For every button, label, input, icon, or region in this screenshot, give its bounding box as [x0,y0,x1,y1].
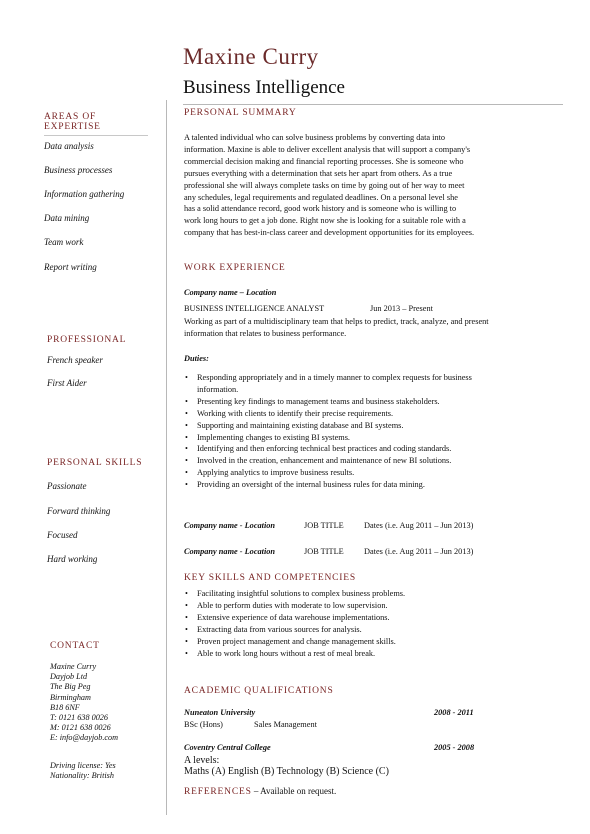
contact-company: Dayjob Ltd [50,672,88,682]
duty-item: • Responding appropriately and in a timely manner to complex requests for business information. [184,372,584,396]
key-skills-list [184,588,584,659]
contact-email[interactable]: E: info@dayjob.com [50,733,119,743]
driving-license: Driving license: Yes [50,761,116,770]
school-years: 2008 - 2011 [434,708,474,717]
duty-item: • Identifying and then enforcing technical best practices and coding standards. [184,443,584,455]
previous-company: Company name - Location [184,547,276,556]
key-skill-item: • Extracting data from various sources for analysis. [184,624,584,636]
skill-item: Forward thinking [47,506,111,516]
professional-item: French speaker [47,355,103,365]
candidate-role: Business Intelligence [183,77,345,98]
previous-job-dates: Dates (i.e. Aug 2011 – Jun 2013) [364,547,474,556]
summary-line: work long hours to get a job done. Right now she is looking for a suitable role with a [184,216,466,226]
duty-item: • Supporting and maintaining existing database and BI systems. [184,420,584,432]
description-line: information that relates to business performance. [184,328,347,338]
professional-item: First Aider [47,378,87,388]
previous-company: Company name - Location [184,521,276,530]
contact-mobile: M: 0121 638 0026 [50,723,111,733]
duty-item: • Implementing changes to existing BI systems. [184,432,584,444]
current-job-dates: Jun 2013 – Present [370,304,433,313]
header-divider [183,104,563,105]
column-divider [166,100,167,815]
contact-heading: CONTACT [50,641,100,651]
summary-line: has a solid attendance record, good work history and is someone who is willing to [184,204,457,214]
candidate-name: Maxine Curry [183,44,319,69]
duties-label: Duties: [184,354,209,363]
expertise-item: Information gathering [44,189,125,199]
key-skill-item: • Facilitating insightful solutions to complex business problems. [184,588,584,600]
previous-job-title: JOB TITLE [304,521,344,530]
personal-summary-heading: PERSONAL SUMMARY [184,108,297,118]
contact-address: The Big Peg [50,682,91,692]
expertise-item: Data analysis [44,141,94,151]
personal-skills-heading: PERSONAL SKILLS [47,458,143,468]
summary-line: professional she will always complete tasks on time by going out of her way to meet [184,180,465,190]
duties-list [184,372,584,491]
nationality: Nationality: British [50,771,114,781]
duty-item: • Involved in the creation, enhancement and maintenance of new BI solutions. [184,455,584,467]
areas-of-expertise-heading: AREAS OF EXPERTISE [44,112,148,136]
key-skill-item: • Extensive experience of data warehouse implementations. [184,612,584,624]
references-label: REFERENCES [184,787,252,797]
duty-item: • Working with clients to identify their precise requirements. [184,408,584,420]
skill-item: Focused [47,530,78,540]
key-skill-item: • Proven project management and change management skills. [184,636,584,648]
duty-item: • Presenting key findings to management teams and business stakeholders. [184,396,584,408]
expertise-item: Team work [44,237,84,247]
school-name: Coventry Central College [184,743,271,752]
current-job-description [184,316,489,340]
references-text: – Available on request. [251,786,337,796]
contact-block [50,662,118,744]
duty-item: • Providing an oversight of the internal business rules for data mining. [184,479,584,491]
degree-subject: Sales Management [254,720,317,729]
a-levels-grades: Maths (A) English (B) Technology (B) Science (C) [184,766,389,777]
degree: BSc (Hons) [184,720,223,729]
current-company: Company name – Location [184,288,277,297]
a-levels-label: A levels: [184,755,220,766]
skill-item: Passionate [47,481,87,491]
previous-job-title: JOB TITLE [304,547,344,556]
summary-line: A talented individual who can solve business problems by converting data into [184,133,446,142]
summary-line: any schedules, legal requirements and regulated deadlines. On a personal level she [184,192,458,202]
contact-name: Maxine Curry [50,662,97,671]
key-skill-item: • Able to work long hours without a rest of meal break. [184,648,584,660]
expertise-item: Data mining [44,213,90,223]
previous-job-dates: Dates (i.e. Aug 2011 – Jun 2013) [364,521,474,530]
contact-extra [50,761,116,781]
professional-heading: PROFESSIONAL [47,335,127,345]
expertise-item: Report writing [44,262,97,272]
description-line: Working as part of a multidisciplinary team that helps to predict, track, analyze, and present [184,317,489,326]
key-skills-heading: KEY SKILLS AND COMPETENCIES [184,573,356,583]
summary-line: information. Maxine is able to deliver excellent analysis that will support a company's [184,144,471,154]
duty-item: • Applying analytics to improve business results. [184,467,584,479]
personal-summary-text [184,132,584,239]
academic-heading: ACADEMIC QUALIFICATIONS [184,686,334,696]
summary-line: pursues everything with a determination that sets her apart from others. As a true [184,168,453,178]
summary-line: company that has best-in-class career and development opportunities for its employees. [184,228,475,238]
school-years: 2005 - 2008 [434,743,475,752]
contact-city: Birmingham [50,692,91,702]
contact-postcode: B18 6NF [50,702,80,712]
contact-telephone: T: 0121 638 0026 [50,713,108,723]
skill-item: Hard working [47,554,98,564]
current-job-title: BUSINESS INTELLIGENCE ANALYST [184,304,325,313]
key-skill-item: • Able to perform duties with moderate to low supervision. [184,600,584,612]
references [184,786,336,797]
school-name: Nuneaton University [184,708,256,717]
work-experience-heading: WORK EXPERIENCE [184,263,286,273]
summary-line: commercial decision making and financial reporting processes. She is someone who [184,156,464,166]
expertise-item: Business processes [44,165,113,175]
